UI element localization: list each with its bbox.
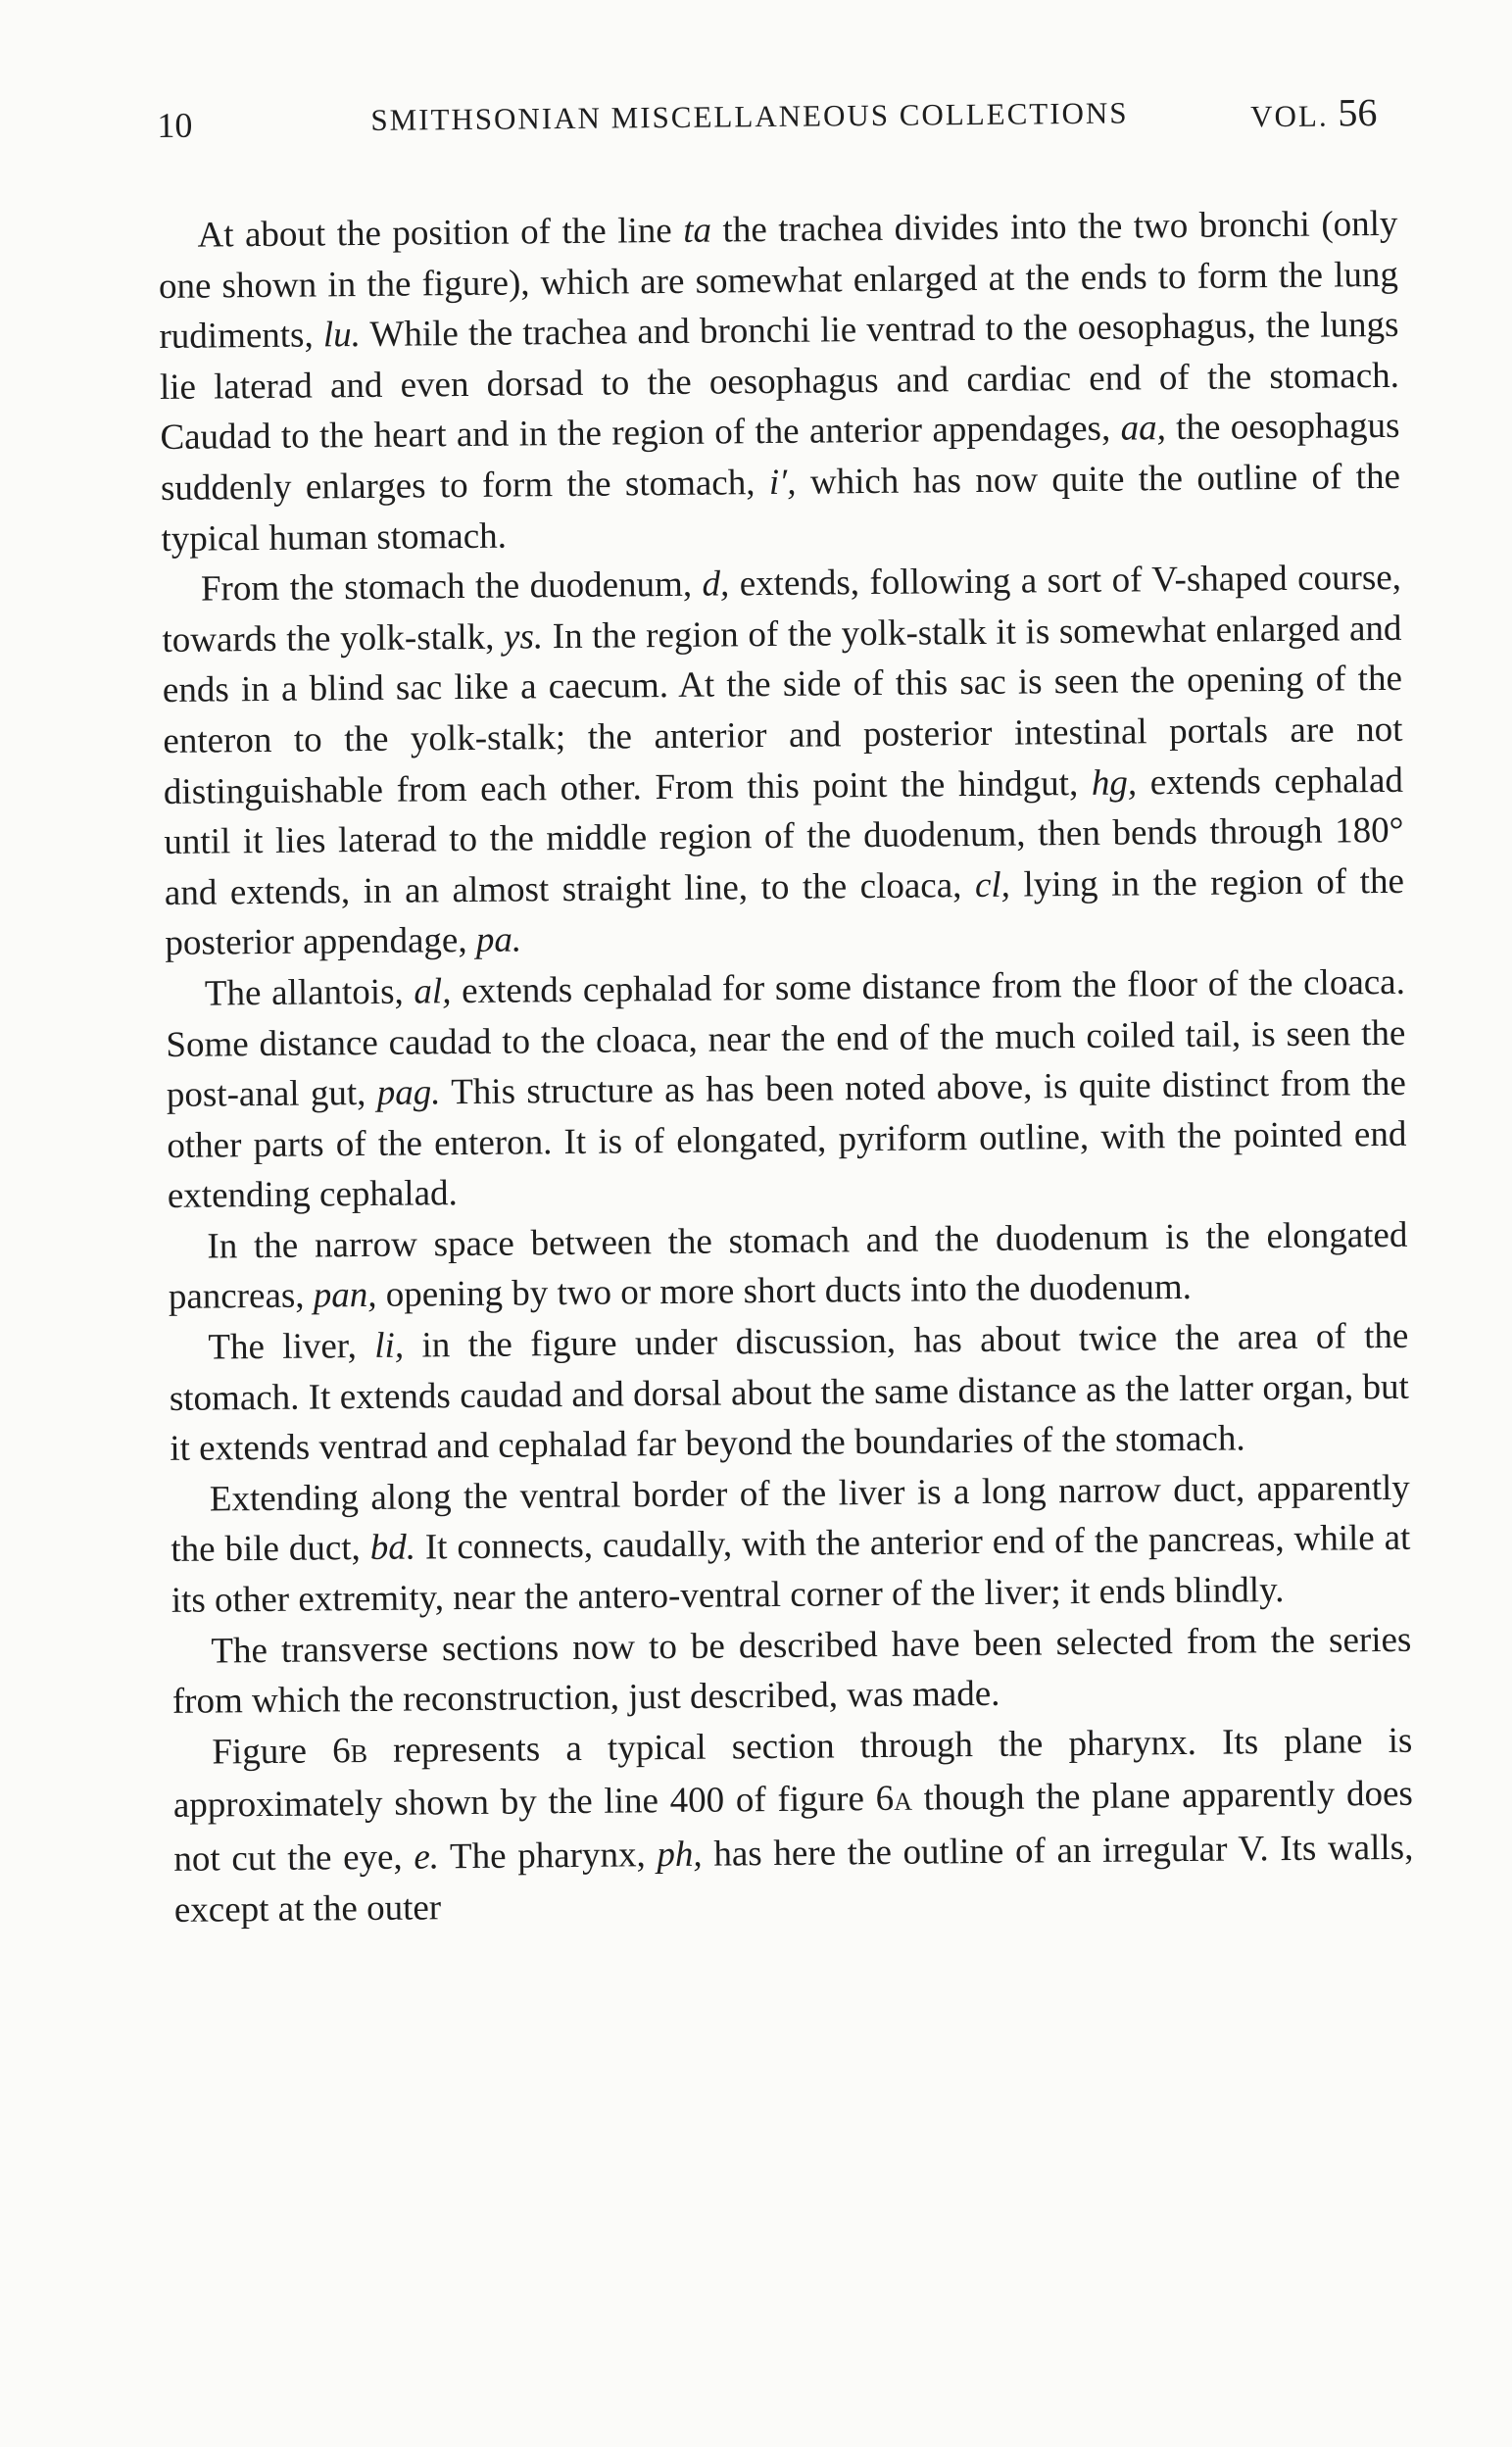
text-run: extends, following a sort of V-shaped course, towards the yolk-stalk, bbox=[162, 557, 1402, 661]
text-run: Extending along the ventral border of the liver is a long narrow duct, apparently the bile duct, bbox=[171, 1467, 1411, 1571]
figure-label: al, bbox=[414, 971, 452, 1012]
body-text bbox=[158, 199, 1414, 1935]
text-run: Figure 6 bbox=[212, 1730, 351, 1773]
text-run: extends cephalad until it lies laterad to the middle region of the duodenum, then bends through 180° and extends, in an almost straight line, to the cloaca, bbox=[164, 759, 1404, 913]
figure-label: aa, bbox=[1120, 408, 1167, 449]
text-run: opening by two or more short ducts into the duodenum. bbox=[376, 1267, 1193, 1316]
text-run: though the plane apparently does not cut the eye, bbox=[173, 1774, 1414, 1880]
paragraph bbox=[171, 1614, 1412, 1727]
text-run: which has now quite the outline of the typical human stomach. bbox=[161, 456, 1401, 560]
figure-label: lu. bbox=[322, 315, 362, 356]
running-title: SMITHSONIAN MISCELLANEOUS COLLECTIONS bbox=[370, 95, 1129, 137]
text-run: represents a typical section through the pharynx. Its plane is approximately shown by the line 400 of figure 6 bbox=[172, 1720, 1413, 1827]
figure-label: pan, bbox=[313, 1275, 377, 1316]
text-run: The transverse sections now to be described have been selected from the series from which the reconstruction, just described, was made. bbox=[171, 1619, 1412, 1723]
text-run: lying in the region of the posterior appendage, bbox=[165, 860, 1405, 964]
figure-label: pa. bbox=[475, 919, 522, 961]
text-run: in the figure under discussion, has about twice the area of the stomach. It extends caudad and dorsal about the same distance as the latter organ, but it extends ventrad and cephalad far beyond the boundaries of the stomach. bbox=[169, 1315, 1410, 1470]
text-run: From the stomach the duodenum, bbox=[200, 563, 703, 610]
text-run: The allantois, bbox=[204, 971, 415, 1014]
running-header bbox=[157, 72, 1397, 145]
paragraph bbox=[158, 199, 1400, 564]
figure-label: d, bbox=[702, 563, 730, 605]
figure-label: pag. bbox=[376, 1072, 441, 1113]
figure-label: ta bbox=[683, 210, 712, 251]
figure-label: cl, bbox=[974, 864, 1011, 905]
paragraph bbox=[166, 957, 1407, 1222]
text-run: B bbox=[350, 1738, 368, 1768]
paragraph bbox=[168, 1210, 1408, 1323]
paragraph bbox=[169, 1311, 1409, 1475]
figure-label: i′, bbox=[768, 462, 797, 503]
text-run: This structure as has been noted above, is quite distinct from the other parts of the enteron. It is of elongated, pyriform outline, with the pointed end extending cephalad. bbox=[167, 1062, 1407, 1217]
text-run: A bbox=[894, 1787, 913, 1817]
text-run: It connects, caudally, with the anterior end of the pancreas, while at its other extremity, near the antero-ventral corner of the liver; it ends blindly. bbox=[171, 1518, 1411, 1621]
text-run: In the region of the yolk-stalk it is somewhat enlarged and ends in a blind sac like a caecum. At the side of this sac is seen the opening of the enteron to the yolk-stalk; the anterior and posterior intestinal portals are not distinguishable from each other. From this point the hindgut, bbox=[162, 608, 1403, 812]
figure-label: ph, bbox=[657, 1834, 703, 1876]
text-run: the oesophagus suddenly enlarges to form the stomach, bbox=[160, 406, 1400, 509]
text-run: extends cephalad for some distance from the floor of the cloaca. Some distance caudad to the cloaca, near the end of the much coiled tail, is seen the post-anal gut, bbox=[166, 961, 1406, 1116]
figure-label: ys. bbox=[503, 615, 544, 658]
page-number: 10 bbox=[157, 105, 193, 145]
paragraph bbox=[162, 553, 1405, 969]
figure-label: bd. bbox=[369, 1527, 416, 1569]
volume-number: 56 bbox=[1338, 90, 1378, 135]
text-run: The pharynx, bbox=[438, 1835, 658, 1878]
page bbox=[157, 72, 1414, 1935]
text-run: At about the position of the line bbox=[197, 210, 684, 256]
figure-label: li, bbox=[374, 1325, 405, 1366]
volume-label: VOL. bbox=[1249, 98, 1329, 134]
volume bbox=[1250, 89, 1378, 136]
figure-label: hg, bbox=[1091, 761, 1138, 804]
text-run: has here the outline of an irregular V. Its walls, except at the outer bbox=[173, 1827, 1414, 1931]
paragraph bbox=[171, 1463, 1411, 1627]
text-run: The liver, bbox=[208, 1325, 375, 1368]
figure-label: e. bbox=[414, 1836, 440, 1878]
text-run: In the narrow space between the stomach and the duodenum is the elongated pancreas, bbox=[168, 1214, 1408, 1318]
text-run: While the trachea and bronchi lie ventrad to the oesophagus, the lungs lie laterad and even dorsad to the oesophagus and cardiac end of the stomach. Caudad to the heart and in the region of the anterior appendages, bbox=[159, 305, 1400, 459]
paragraph bbox=[172, 1716, 1414, 1936]
text-run: the trachea divides into the two bronchi (only one shown in the figure), which are somewhat enlarged at the ends to form the lung rudiments, bbox=[158, 203, 1399, 358]
